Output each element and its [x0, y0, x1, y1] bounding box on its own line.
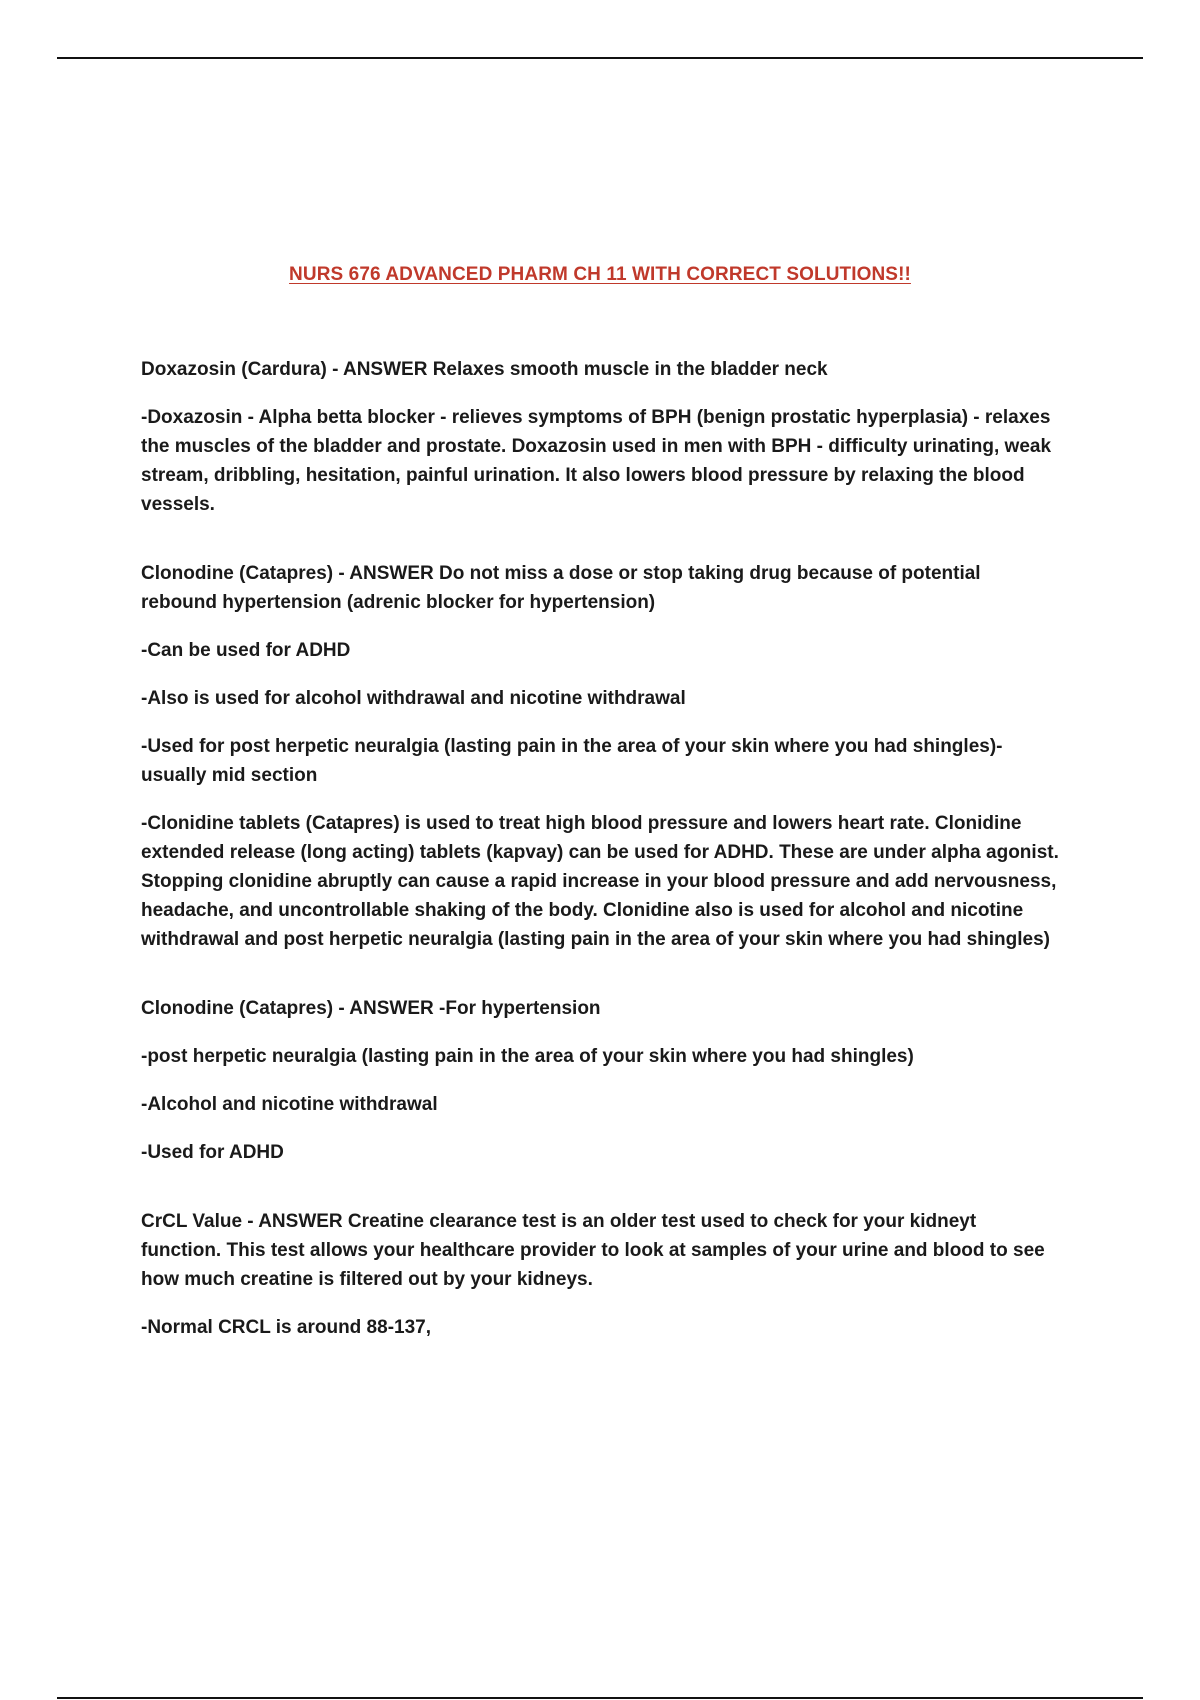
- card-detail: -Used for post herpetic neuralgia (lasting pain in the area of your skin where you had shingles)- usually mid section: [141, 736, 1003, 786]
- card-detail: -Doxazosin - Alpha betta blocker - relieves symptoms of BPH (benign prostatic hyperplasia) - relaxes the muscles of the bladder and prostate. Doxazosin used in men with BPH - difficulty urinating, weak stream, dribbling, hesitation, painful urination. It also lowers blood pressure by relaxing the blood vessels.: [141, 407, 1052, 515]
- document-title: NURS 676 ADVANCED PHARM CH 11 WITH CORRECT SOLUTIONS!!: [289, 264, 911, 285]
- card-clonodine-2: [141, 994, 1061, 1167]
- card-detail: -Clonidine tablets (Catapres) is used to treat high blood pressure and lowers heart rate. Clonidine extended release (long acting) tablets (kapvay) can be used for ADHD. These are under alpha agonist. Stopping clonidine abruptly can cause a rapid increase in your blood pressure and add nervousness, headache, and uncontrollable shaking of the body. Clonidine also is used for alcohol and nicotine withdrawal and post herpetic neuralgia (lasting pain in the area of your skin where you had shingles): [141, 813, 1059, 950]
- card-detail: -Alcohol and nicotine withdrawal: [141, 1094, 438, 1115]
- card-detail: -Also is used for alcohol withdrawal and nicotine withdrawal: [141, 688, 686, 709]
- card-doxazosin: [141, 355, 1061, 519]
- card-clonodine-1: [141, 559, 1061, 954]
- card-question: Clonodine (Catapres) - ANSWER Do not miss a dose or stop taking drug because of potential rebound hypertension (adrenic blocker for hypertension): [141, 563, 981, 613]
- top-rule: [57, 57, 1143, 59]
- card-question: Clonodine (Catapres) - ANSWER -For hypertension: [141, 998, 601, 1019]
- card-detail: -post herpetic neuralgia (lasting pain in the area of your skin where you had shingles): [141, 1046, 914, 1067]
- card-detail: -Used for ADHD: [141, 1142, 284, 1163]
- document-body: [141, 355, 1061, 1361]
- card-detail: -Normal CRCL is around 88-137,: [141, 1317, 432, 1338]
- card-crcl: [141, 1207, 1061, 1342]
- card-question: CrCL Value - ANSWER Creatine clearance test is an older test used to check for your kidneyt function. This test allows your healthcare provider to look at samples of your urine and blood to see how much creatine is filtered out by your kidneys.: [141, 1211, 1045, 1290]
- card-question: Doxazosin (Cardura) - ANSWER Relaxes smooth muscle in the bladder neck: [141, 359, 828, 380]
- card-detail: -Can be used for ADHD: [141, 640, 351, 661]
- bottom-rule: [57, 1697, 1143, 1699]
